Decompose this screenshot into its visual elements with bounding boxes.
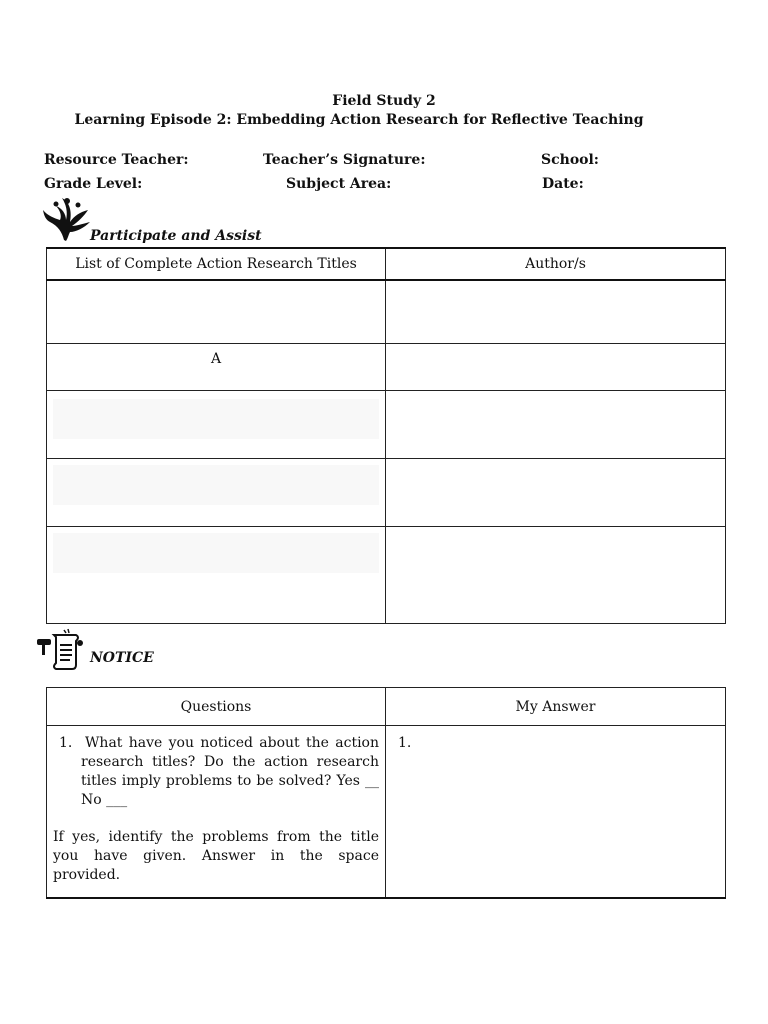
question-item [53, 734, 379, 810]
question-text: What have you noticed about the action research titles? Do the action research titles imply problems to be solved? Yes __ No ___ [81, 735, 379, 808]
followup-instruction: If yes, identify the problems from the title you have given. Answer in the space provided. [53, 829, 379, 883]
title-cell[interactable] [47, 458, 386, 526]
date-label: Date: [542, 176, 584, 192]
title-cell[interactable] [47, 526, 386, 623]
course-title: Field Study 2 [332, 93, 436, 109]
author-cell[interactable] [386, 390, 726, 458]
title-cell[interactable] [47, 343, 386, 390]
faded-text-block [53, 465, 379, 505]
title-cell[interactable] [47, 280, 386, 343]
author-cell[interactable] [386, 343, 726, 390]
question-number: 1. [59, 735, 73, 751]
author-cell[interactable] [386, 280, 726, 343]
authors-column-header: Author/s [386, 248, 726, 280]
answer-cell[interactable] [386, 726, 726, 898]
title-cell[interactable] [47, 390, 386, 458]
episode-title: Learning Episode 2: Embedding Action Research for Reflective Teaching [74, 112, 644, 128]
answer-number: 1. [398, 735, 412, 751]
table-row [47, 280, 726, 343]
titles-column-header: List of Complete Action Research Titles [47, 248, 386, 280]
table-row [47, 458, 726, 526]
people-celebrating-icon [42, 196, 92, 242]
subject-area-label: Subject Area: [286, 176, 392, 192]
notice-questions-table [46, 687, 726, 899]
grade-level-label: Grade Level: [44, 176, 143, 192]
table-row [47, 526, 726, 623]
school-label: School: [541, 152, 599, 168]
question-cell [47, 726, 386, 898]
participate-assist-label: Participate and Assist [90, 228, 262, 244]
faded-text-block [53, 399, 379, 439]
table-row [47, 390, 726, 458]
scroll-icon [36, 627, 86, 671]
author-cell[interactable] [386, 526, 726, 623]
faded-text-block [53, 533, 379, 573]
table-row [47, 726, 726, 898]
answer-column-header: My Answer [386, 688, 726, 726]
action-research-titles-table [46, 247, 726, 624]
table-row [47, 343, 726, 390]
title-text: A [210, 350, 222, 367]
author-cell[interactable] [386, 458, 726, 526]
resource-teacher-label: Resource Teacher: [44, 152, 189, 168]
questions-column-header: Questions [47, 688, 386, 726]
teacher-signature-label: Teacher’s Signature: [263, 152, 426, 168]
notice-label: NOTICE [90, 650, 154, 666]
